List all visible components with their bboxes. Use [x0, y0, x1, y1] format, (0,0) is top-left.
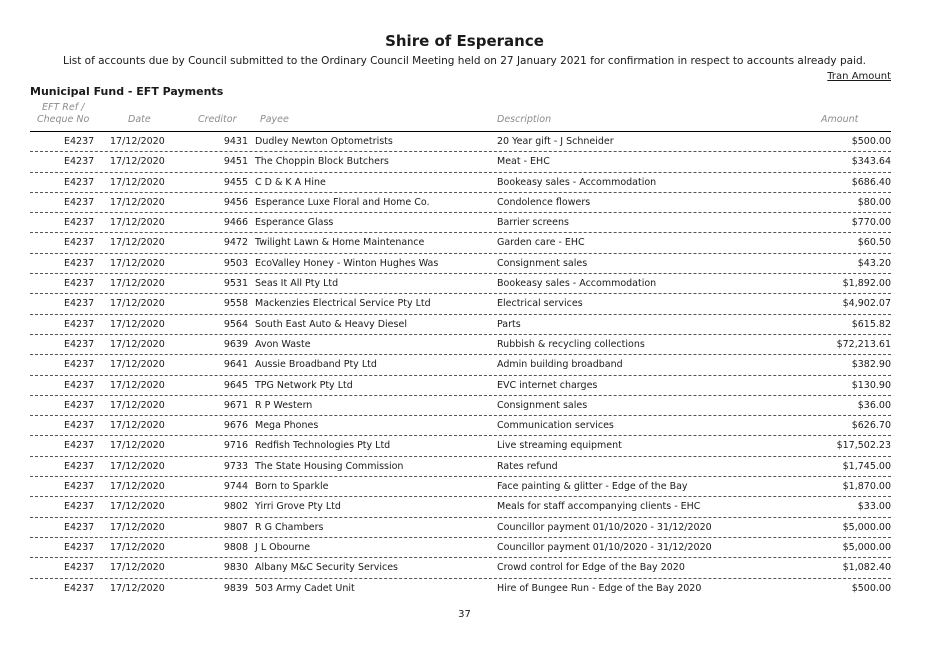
amount-cell: $500.00: [851, 136, 891, 147]
table-row: [30, 173, 891, 193]
payee-cell: 503 Army Cadet Unit: [255, 582, 355, 594]
ref-cell: E4237: [64, 298, 95, 310]
payee-cell: Yirri Grove Pty Ltd: [255, 501, 341, 513]
amount-cell: $1,870.00: [842, 481, 891, 493]
table-row: [30, 477, 891, 497]
description-cell: Crowd control for Edge of the Bay 2020: [497, 562, 685, 574]
payee-cell: Redfish Technologies Pty Ltd: [255, 440, 391, 452]
creditor-cell: 9830: [223, 562, 248, 574]
amount-cell: $5,000.00: [842, 521, 891, 533]
amount-cell: $5,000.00: [842, 541, 891, 553]
creditor-cell: 9472: [223, 237, 248, 249]
payee-cell: Twilight Lawn & Home Maintenance: [255, 237, 425, 249]
description-cell: Electrical services: [497, 298, 583, 310]
table-row: [30, 233, 891, 253]
table-row: [30, 396, 891, 416]
description-cell: 20 Year gift - J Schneider: [497, 136, 614, 147]
description-cell: Parts: [497, 318, 521, 330]
amount-cell: $130.90: [851, 379, 891, 391]
payee-cell: Esperance Luxe Floral and Home Co.: [255, 196, 430, 208]
creditor-cell: 9802: [223, 501, 248, 513]
amount-cell: $33.00: [857, 501, 891, 513]
table-row: [30, 538, 891, 558]
ref-cell: E4237: [64, 440, 95, 452]
payee-cell: Esperance Glass: [255, 217, 334, 229]
ref-cell: E4237: [64, 217, 95, 229]
description-cell: Consignment sales: [497, 399, 588, 411]
payee-cell: Aussie Broadband Pty Ltd: [255, 359, 377, 371]
creditor-cell: 9564: [223, 318, 248, 330]
table-row: [30, 152, 891, 172]
ref-cell: E4237: [64, 460, 95, 472]
payee-cell: Dudley Newton Optometrists: [255, 136, 393, 147]
creditor-cell: 9639: [223, 338, 248, 350]
ref-cell: E4237: [64, 481, 95, 493]
date-cell: 17/12/2020: [110, 298, 165, 310]
creditor-cell: 9558: [223, 298, 248, 310]
date-cell: 17/12/2020: [110, 196, 165, 208]
date-cell: 17/12/2020: [110, 440, 165, 452]
column-header-ref-line2: Cheque No: [37, 114, 90, 125]
description-cell: Bookeasy sales - Accommodation: [497, 278, 657, 290]
column-header-payee: Payee: [260, 114, 289, 125]
amount-cell: $60.50: [857, 237, 891, 249]
table-row: [30, 579, 891, 598]
column-header-creditor: Creditor: [198, 114, 237, 125]
payee-cell: Avon Waste: [255, 338, 311, 350]
amount-cell: $43.20: [857, 257, 891, 269]
description-cell: Face painting & glitter - Edge of the Bay: [497, 481, 688, 493]
amount-cell: $343.64: [851, 156, 891, 168]
payments-table: [30, 132, 891, 598]
description-cell: Barrier screens: [497, 217, 569, 229]
description-cell: Garden care - EHC: [497, 237, 585, 249]
ref-cell: E4237: [64, 237, 95, 249]
description-cell: Consignment sales: [497, 257, 588, 269]
description-cell: Hire of Bungee Run - Edge of the Bay 2020: [497, 582, 702, 594]
amount-cell: $17,502.23: [836, 440, 891, 452]
date-cell: 17/12/2020: [110, 237, 165, 249]
date-cell: 17/12/2020: [110, 460, 165, 472]
date-cell: 17/12/2020: [110, 359, 165, 371]
table-row: [30, 355, 891, 375]
creditor-cell: 9671: [223, 399, 248, 411]
table-row: [30, 132, 891, 152]
creditor-cell: 9456: [223, 196, 248, 208]
ref-cell: E4237: [64, 338, 95, 350]
creditor-cell: 9676: [223, 420, 248, 432]
payee-cell: R G Chambers: [255, 521, 324, 533]
creditor-cell: 9451: [223, 156, 248, 168]
creditor-cell: 9733: [223, 460, 248, 472]
table-row: [30, 416, 891, 436]
description-cell: Councillor payment 01/10/2020 - 31/12/2020: [497, 541, 712, 553]
amount-cell: $80.00: [857, 196, 891, 208]
description-cell: Councillor payment 01/10/2020 - 31/12/2020: [497, 521, 712, 533]
ref-cell: E4237: [64, 359, 95, 371]
date-cell: 17/12/2020: [110, 176, 165, 188]
date-cell: 17/12/2020: [110, 521, 165, 533]
payee-cell: TPG Network Pty Ltd: [255, 379, 353, 391]
creditor-cell: 9431: [223, 136, 248, 147]
payee-cell: C D & K A Hine: [255, 176, 326, 188]
section-title: Municipal Fund - EFT Payments: [30, 85, 224, 98]
tran-amount-label: Tran Amount: [827, 71, 891, 82]
ref-cell: E4237: [64, 176, 95, 188]
ref-cell: E4237: [64, 379, 95, 391]
page-number: 37: [458, 609, 471, 620]
table-row: [30, 457, 891, 477]
table-row: [30, 294, 891, 314]
ref-cell: E4237: [64, 257, 95, 269]
date-cell: 17/12/2020: [110, 501, 165, 513]
payee-cell: Seas It All Pty Ltd: [255, 278, 339, 290]
payee-cell: Mackenzies Electrical Service Pty Ltd: [255, 298, 431, 310]
table-row: [30, 274, 891, 294]
table-row: [30, 558, 891, 578]
creditor-cell: 9531: [223, 278, 248, 290]
ref-cell: E4237: [64, 136, 95, 147]
creditor-cell: 9716: [223, 440, 248, 452]
amount-cell: $1,082.40: [842, 562, 891, 574]
date-cell: 17/12/2020: [110, 156, 165, 168]
table-row: [30, 193, 891, 213]
description-cell: Meat - EHC: [497, 156, 550, 168]
date-cell: 17/12/2020: [110, 420, 165, 432]
amount-cell: $1,745.00: [842, 460, 891, 472]
page-subtitle: List of accounts due by Council submitted to the Ordinary Council Meeting held on 27 January 2021 for confirmation in respect to accounts already paid.: [62, 55, 867, 67]
payee-cell: South East Auto & Heavy Diesel: [255, 318, 407, 330]
description-cell: Live streaming equipment: [497, 440, 622, 452]
description-cell: Communication services: [497, 420, 614, 432]
amount-cell: $770.00: [851, 217, 891, 229]
ref-cell: E4237: [64, 278, 95, 290]
date-cell: 17/12/2020: [110, 217, 165, 229]
table-row: [30, 213, 891, 233]
column-header-date: Date: [128, 114, 151, 125]
amount-cell: $626.70: [851, 420, 891, 432]
table-row: [30, 436, 891, 456]
payee-cell: Mega Phones: [255, 420, 319, 432]
ref-cell: E4237: [64, 399, 95, 411]
date-cell: 17/12/2020: [110, 562, 165, 574]
description-cell: Bookeasy sales - Accommodation: [497, 176, 657, 188]
amount-cell: $500.00: [851, 582, 891, 594]
payee-cell: The Choppin Block Butchers: [255, 156, 389, 168]
table-row: [30, 254, 891, 274]
payee-cell: J L Obourne: [255, 541, 311, 553]
creditor-cell: 9641: [223, 359, 248, 371]
date-cell: 17/12/2020: [110, 136, 165, 147]
description-cell: Condolence flowers: [497, 196, 591, 208]
table-row: [30, 518, 891, 538]
date-cell: 17/12/2020: [110, 379, 165, 391]
ref-cell: E4237: [64, 156, 95, 168]
creditor-cell: 9808: [223, 541, 248, 553]
creditor-cell: 9466: [223, 217, 248, 229]
date-cell: 17/12/2020: [110, 582, 165, 594]
creditor-cell: 9455: [223, 176, 248, 188]
table-row: [30, 335, 891, 355]
ref-cell: E4237: [64, 562, 95, 574]
description-cell: Meals for staff accompanying clients - EHC: [497, 501, 701, 513]
payee-cell: The State Housing Commission: [255, 460, 404, 472]
ref-cell: E4237: [64, 521, 95, 533]
description-cell: EVC internet charges: [497, 379, 598, 391]
table-row: [30, 376, 891, 396]
creditor-cell: 9807: [223, 521, 248, 533]
description-cell: Rubbish & recycling collections: [497, 338, 645, 350]
amount-cell: $4,902.07: [842, 298, 891, 310]
payee-cell: EcoValley Honey - Winton Hughes Was: [255, 257, 439, 269]
amount-cell: $686.40: [851, 176, 891, 188]
date-cell: 17/12/2020: [110, 399, 165, 411]
amount-cell: $382.90: [851, 359, 891, 371]
amount-cell: $615.82: [851, 318, 891, 330]
ref-cell: E4237: [64, 582, 95, 594]
creditor-cell: 9744: [223, 481, 248, 493]
payee-cell: R P Western: [255, 399, 313, 411]
page-title: Shire of Esperance: [385, 32, 544, 50]
table-row: [30, 315, 891, 335]
column-header-ref-line1: EFT Ref /: [42, 102, 85, 113]
payee-cell: Born to Sparkle: [255, 481, 329, 493]
amount-cell: $1,892.00: [842, 278, 891, 290]
amount-cell: $36.00: [857, 399, 891, 411]
creditor-cell: 9839: [223, 582, 248, 594]
creditor-cell: 9503: [223, 257, 248, 269]
description-cell: Rates refund: [497, 460, 558, 472]
ref-cell: E4237: [64, 318, 95, 330]
column-header-amount: Amount: [821, 114, 859, 125]
date-cell: 17/12/2020: [110, 338, 165, 350]
date-cell: 17/12/2020: [110, 257, 165, 269]
date-cell: 17/12/2020: [110, 318, 165, 330]
date-cell: 17/12/2020: [110, 278, 165, 290]
ref-cell: E4237: [64, 196, 95, 208]
ref-cell: E4237: [64, 420, 95, 432]
date-cell: 17/12/2020: [110, 541, 165, 553]
column-header-description: Description: [497, 114, 552, 125]
ref-cell: E4237: [64, 501, 95, 513]
creditor-cell: 9645: [223, 379, 248, 391]
description-cell: Admin building broadband: [497, 359, 623, 371]
date-cell: 17/12/2020: [110, 481, 165, 493]
amount-cell: $72,213.61: [836, 338, 891, 350]
table-row: [30, 497, 891, 517]
ref-cell: E4237: [64, 541, 95, 553]
payee-cell: Albany M&C Security Services: [255, 562, 399, 574]
